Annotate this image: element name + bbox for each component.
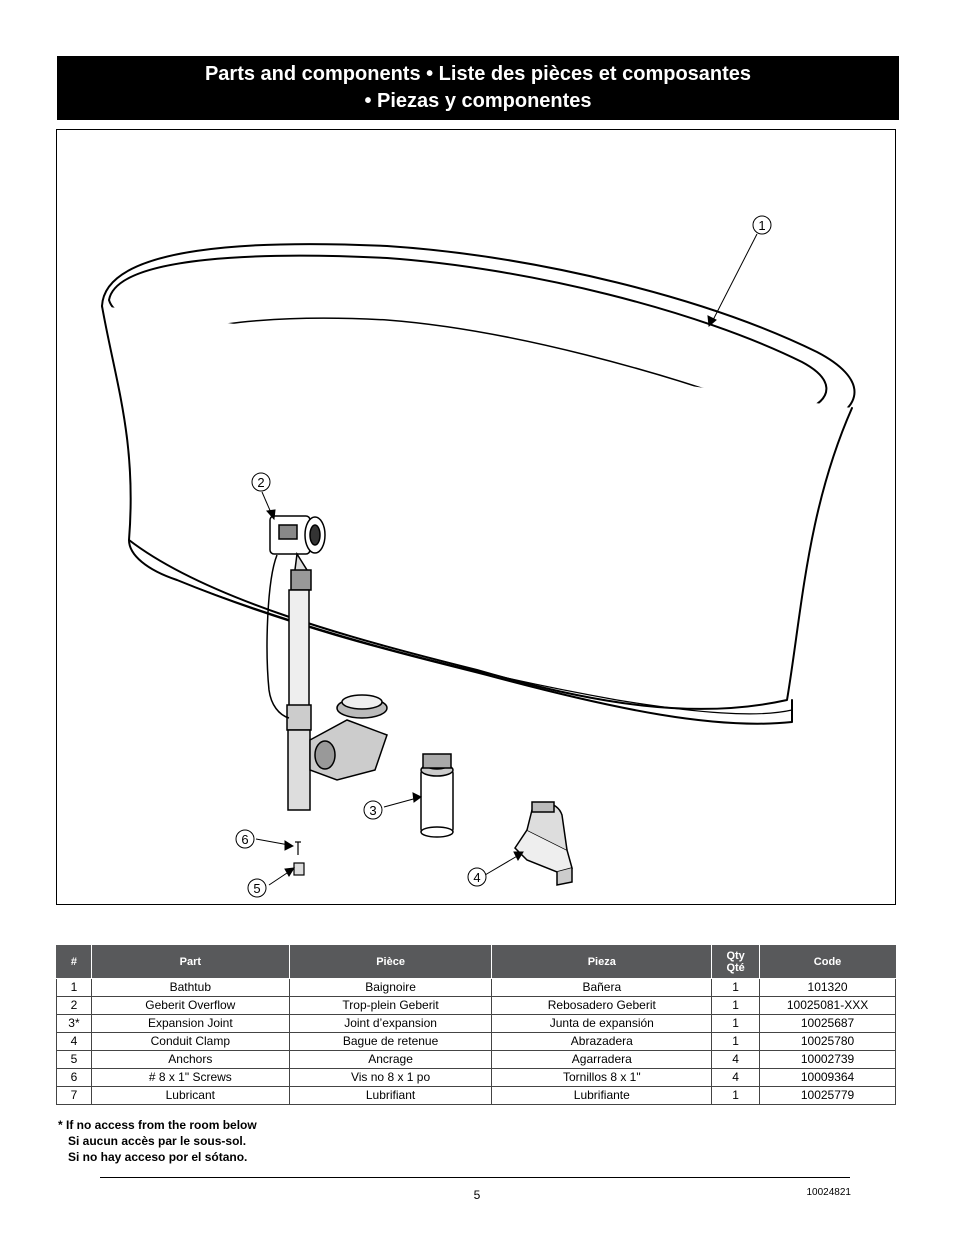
- cell-pieza: Junta de expansión: [492, 1015, 712, 1033]
- parts-illustration: [56, 129, 896, 905]
- callout-4: [468, 868, 486, 886]
- cell-piece: Lubrifiant: [289, 1087, 492, 1105]
- cell-qty: 1: [712, 1033, 760, 1051]
- cell-piece: Baignoire: [289, 979, 492, 997]
- table-row: [57, 1015, 896, 1033]
- cell-num: 2: [57, 997, 92, 1015]
- cell-qty: 1: [712, 1087, 760, 1105]
- svg-text:5: 5: [253, 881, 261, 896]
- cell-code: 10009364: [760, 1069, 896, 1087]
- header-part: Part: [91, 945, 289, 979]
- cell-num: 4: [57, 1033, 92, 1051]
- cell-num: 6: [57, 1069, 92, 1087]
- svg-text:2: 2: [257, 475, 265, 490]
- cell-pieza: Agarradera: [492, 1051, 712, 1069]
- parts-table: [56, 945, 896, 1105]
- callout-3: [364, 801, 382, 819]
- bathtub-exploded-diagram: [57, 130, 897, 906]
- svg-text:3: 3: [369, 803, 377, 818]
- svg-text:1: 1: [758, 218, 766, 233]
- cell-qty: 1: [712, 979, 760, 997]
- conduit-clamp-part: [515, 802, 572, 885]
- cell-piece: Vis no 8 x 1 po: [289, 1069, 492, 1087]
- svg-text:6: 6: [241, 832, 249, 847]
- header-code: Code: [760, 945, 896, 979]
- cell-pieza: Abrazadera: [492, 1033, 712, 1051]
- cell-qty: 4: [712, 1051, 760, 1069]
- cell-part: Expansion Joint: [91, 1015, 289, 1033]
- cell-part: Anchors: [91, 1051, 289, 1069]
- table-row: [57, 997, 896, 1015]
- cell-code: 10025081-XXX: [760, 997, 896, 1015]
- page-title: [57, 56, 899, 120]
- svg-text:4: 4: [473, 870, 481, 885]
- callout-1: [753, 216, 771, 234]
- anchor-part: [294, 863, 304, 875]
- cell-piece: Joint d’expansion: [289, 1015, 492, 1033]
- expansion-joint-part: [421, 754, 453, 837]
- header-num: #: [57, 945, 92, 979]
- title-line-2: • Piezas y componentes: [364, 90, 592, 112]
- cell-piece: Trop-plein Geberit: [289, 997, 492, 1015]
- cell-pieza: Bañera: [492, 979, 712, 997]
- header-pieza: Pieza: [492, 945, 712, 979]
- header-qty: [712, 945, 760, 979]
- header-qty-en: Qty: [726, 949, 745, 962]
- cell-qty: 4: [712, 1069, 760, 1087]
- cell-qty: 1: [712, 1015, 760, 1033]
- cell-pieza: Rebosadero Geberit: [492, 997, 712, 1015]
- cell-qty: 1: [712, 997, 760, 1015]
- footnote: [58, 1117, 257, 1165]
- callout-5: [248, 879, 266, 897]
- table-row: [57, 1069, 896, 1087]
- cell-code: 10025780: [760, 1033, 896, 1051]
- cell-num: 1: [57, 979, 92, 997]
- cell-part: Conduit Clamp: [91, 1033, 289, 1051]
- cell-piece: Bague de retenue: [289, 1033, 492, 1051]
- table-row: [57, 1087, 896, 1105]
- footnote-line-3: Si no hay acceso por el sótano.: [68, 1150, 248, 1164]
- document-code: 10024821: [806, 1187, 851, 1198]
- table-row: [57, 979, 896, 997]
- header-qty-fr: Qté: [726, 961, 745, 974]
- cell-code: 101320: [760, 979, 896, 997]
- cell-part: Lubricant: [91, 1087, 289, 1105]
- footnote-line-2: Si aucun accès par le sous-sol.: [68, 1134, 247, 1148]
- cell-part: Bathtub: [91, 979, 289, 997]
- table-header-row: [57, 945, 896, 979]
- footer-divider: [100, 1177, 850, 1178]
- title-line-1: Parts and components • Liste des pièces et composantes: [204, 63, 752, 85]
- cell-piece: Ancrage: [289, 1051, 492, 1069]
- cell-pieza: Tornillos 8 x 1": [492, 1069, 712, 1087]
- cell-num: 3*: [57, 1015, 92, 1033]
- cell-code: 10025779: [760, 1087, 896, 1105]
- footnote-line-1: * If no access from the room below: [58, 1118, 257, 1132]
- page-number: 5: [473, 1188, 481, 1202]
- header-piece: Pièce: [289, 945, 492, 979]
- cell-code: 10025687: [760, 1015, 896, 1033]
- cell-code: 10002739: [760, 1051, 896, 1069]
- cell-num: 7: [57, 1087, 92, 1105]
- callout-6: [236, 830, 254, 848]
- table-row: [57, 1033, 896, 1051]
- screw-part: [295, 842, 301, 855]
- cell-pieza: Lubrifiante: [492, 1087, 712, 1105]
- table-row: [57, 1051, 896, 1069]
- cell-part: # 8 x 1" Screws: [91, 1069, 289, 1087]
- cell-part: Geberit Overflow: [91, 997, 289, 1015]
- cell-num: 5: [57, 1051, 92, 1069]
- callout-2: [252, 473, 270, 491]
